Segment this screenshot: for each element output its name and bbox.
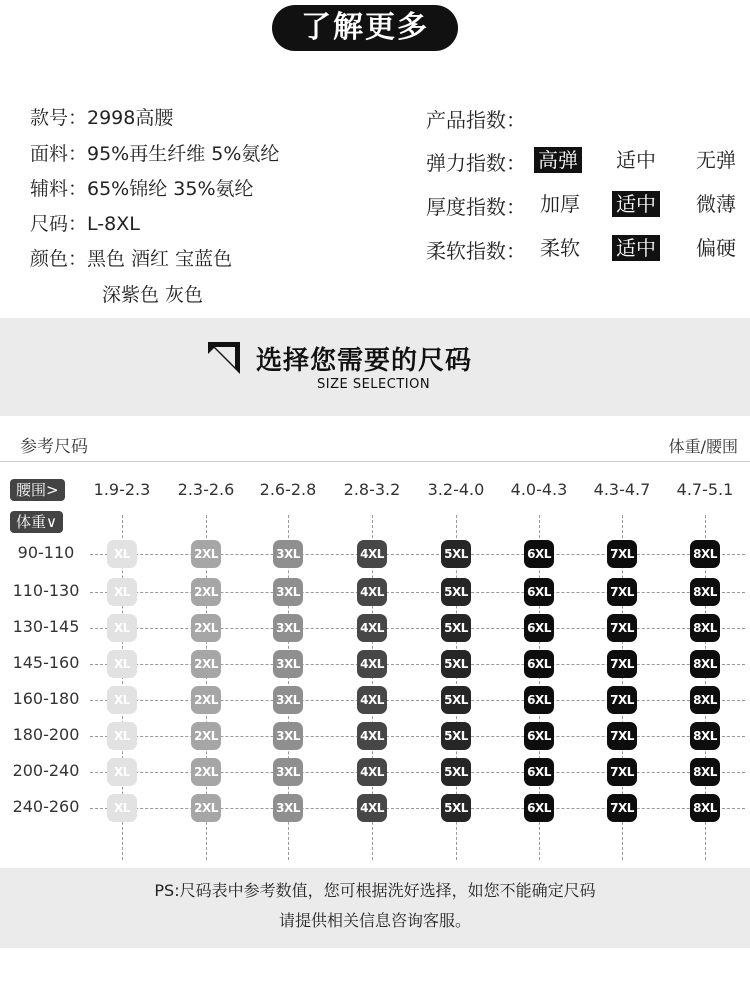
waist-range: 4.3-4.7 [593,480,651,499]
index-label: 厚度指数： [426,195,526,219]
size-chip: 4XL [357,540,387,568]
grid-hline [90,772,745,773]
size-chip: 8XL [690,578,720,606]
size-chip: 7XL [607,794,637,822]
size-chip: 4XL [357,686,387,714]
spec-accessory: 辅料：65%锦纶 35%氨纶 [30,178,254,200]
waist-range: 1.9-2.3 [93,480,151,499]
weight-range: 90-110 [17,543,75,562]
size-chip: 2XL [191,578,221,606]
size-chip: 6XL [524,614,554,642]
weight-range: 180-200 [12,725,80,744]
size-chip: 2XL [191,722,221,750]
size-chip: 2XL [191,758,221,786]
size-chip: 8XL [690,614,720,642]
weight-tag: 体重∨ [10,511,63,533]
size-chip: 5XL [441,650,471,678]
index-option: 微薄 [696,192,736,216]
spec-fabric: 面料：95%再生纤维 5%氨纶 [30,143,280,165]
size-chip: 3XL [273,722,303,750]
size-chip: XL [107,578,137,606]
index-label: 柔软指数： [426,239,526,263]
grid-hline [90,808,745,809]
spec-size: 尺码：L-8XL [30,213,140,235]
size-chip: 4XL [357,722,387,750]
size-chip: 3XL [273,686,303,714]
size-chip: 5XL [441,758,471,786]
size-chip: 3XL [273,794,303,822]
index-option: 柔软 [540,236,580,260]
size-chip: XL [107,686,137,714]
footer-note-line2: 请提供相关信息咨询客服。 [278,911,471,930]
grid-hline [90,700,745,701]
grid-hline [90,554,745,555]
size-chip: XL [107,650,137,678]
waist-range: 4.0-4.3 [510,480,568,499]
size-chip: 5XL [441,686,471,714]
spec-style-number: 款号：2998高腰 [30,107,174,129]
size-chip: 6XL [524,794,554,822]
size-chip: 7XL [607,686,637,714]
index-row-elasticity [426,147,746,175]
indices-title: 产品指数： [426,108,526,132]
index-row-softness [426,235,746,263]
size-chip: 3XL [273,758,303,786]
weight-range: 110-130 [12,581,80,600]
waist-range: 2.3-2.6 [177,480,235,499]
size-chip: 8XL [690,758,720,786]
waist-range: 2.6-2.8 [259,480,317,499]
waist-tag: 腰围> [10,479,65,501]
size-chip: 5XL [441,540,471,568]
size-chip: 5XL [441,614,471,642]
corner-triangle-icon [206,340,242,376]
size-chip: 6XL [524,686,554,714]
size-chip: 5XL [441,722,471,750]
size-chip: XL [107,614,137,642]
size-chip: 6XL [524,650,554,678]
size-chip: 3XL [273,650,303,678]
size-chip: 6XL [524,758,554,786]
size-chip: 4XL [357,758,387,786]
grid-hline [90,628,745,629]
size-chip: 7XL [607,578,637,606]
unit-label: 体重/腰围 [668,437,738,456]
size-chip: 4XL [357,650,387,678]
index-label: 弹力指数： [426,151,526,175]
spec-color-cont: 深紫色 灰色 [102,284,204,306]
size-chip: 7XL [607,650,637,678]
index-option: 高弹 [534,147,582,173]
size-chip: 3XL [273,540,303,568]
size-chip: 5XL [441,794,471,822]
index-option: 适中 [616,148,656,172]
size-chip: 3XL [273,578,303,606]
grid-hline [90,592,745,593]
grid-hline [90,736,745,737]
index-option: 加厚 [540,192,580,216]
size-chip: 8XL [690,722,720,750]
waist-range: 4.7-5.1 [676,480,734,499]
waist-range: 3.2-4.0 [427,480,485,499]
size-chip: 4XL [357,614,387,642]
size-chip: XL [107,722,137,750]
divider [0,461,750,462]
weight-range: 145-160 [12,653,80,672]
index-option: 适中 [612,235,660,261]
size-chip: 4XL [357,578,387,606]
size-chip: 7XL [607,614,637,642]
header-title: 了解更多 [272,5,458,51]
index-option: 适中 [612,191,660,217]
size-chip: 8XL [690,794,720,822]
footer-note-line1: PS:尺码表中参考数值，您可根据洗好选择，如您不能确定尺码 [154,881,596,900]
size-chip: 3XL [273,614,303,642]
weight-range: 130-145 [12,617,80,636]
index-option: 无弹 [696,148,736,172]
weight-range: 240-260 [12,797,80,816]
size-chip: 7XL [607,722,637,750]
size-chip: 8XL [690,540,720,568]
size-chip: 2XL [191,686,221,714]
size-chip: XL [107,758,137,786]
size-chip: XL [107,540,137,568]
size-chip: XL [107,794,137,822]
index-option: 偏硬 [696,236,736,260]
size-chip: 2XL [191,794,221,822]
size-chip: 4XL [357,794,387,822]
size-chip: 2XL [191,540,221,568]
weight-range: 160-180 [12,689,80,708]
size-chip: 6XL [524,578,554,606]
grid-hline [90,664,745,665]
size-chip: 7XL [607,540,637,568]
section-subtitle: SIZE SELECTION [317,377,431,392]
weight-range: 200-240 [12,761,80,780]
size-chip: 2XL [191,614,221,642]
index-row-thickness [426,191,746,219]
waist-range: 2.8-3.2 [343,480,401,499]
size-chip: 6XL [524,540,554,568]
reference-size-label: 参考尺码 [20,437,88,457]
size-chip: 6XL [524,722,554,750]
size-chip: 7XL [607,758,637,786]
size-chip: 5XL [441,578,471,606]
size-chip: 8XL [690,650,720,678]
size-chip: 2XL [191,650,221,678]
size-chip: 8XL [690,686,720,714]
section-title: 选择您需要的尺码 [256,346,473,376]
spec-color: 颜色：黑色 酒红 宝蓝色 [30,248,233,270]
